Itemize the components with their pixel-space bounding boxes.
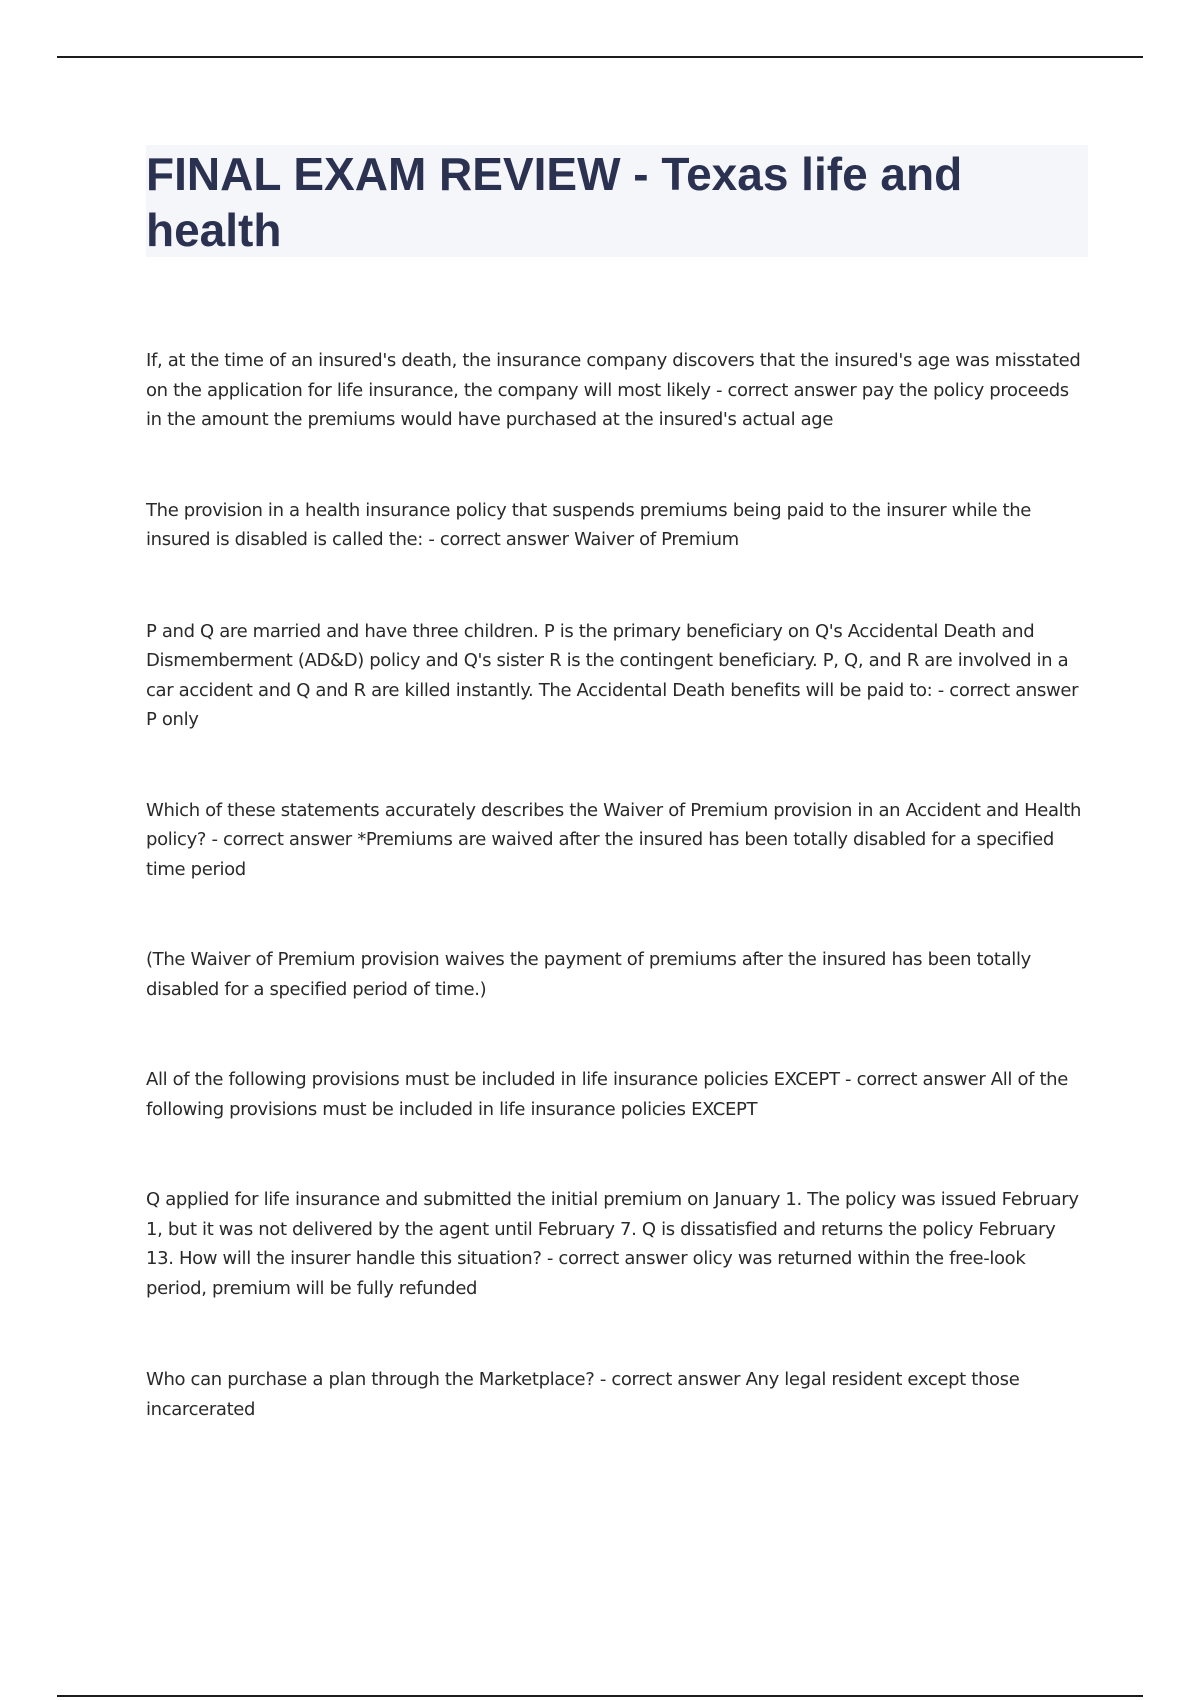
qa-entry: All of the following provisions must be included in life insurance policies EXCEPT - correct answer All of the following provisions must be included in life insurance policies EXCEPT	[146, 1069, 1068, 1120]
top-rule	[57, 56, 1143, 58]
qa-entry: Which of these statements accurately describes the Waiver of Premium provision in an Accident and Health policy? - correct answer *Premiums are waived after the insured has been totally disabled for a specified time period	[146, 799, 1082, 880]
page-title: FINAL EXAM REVIEW - Texas life and health	[146, 148, 963, 256]
title-banner	[146, 145, 1088, 257]
qa-entry: The provision in a health insurance policy that suspends premiums being paid to the insurer while the insured is disabled is called the: - correct answer Waiver of Premium	[146, 499, 1032, 550]
qa-entry: Who can purchase a plan through the Marketplace? - correct answer Any legal resident except those incarcerated	[146, 1369, 1020, 1420]
qa-entry: P and Q are married and have three children. P is the primary beneficiary on Q's Accidental Death and Dismemberment (AD&D) policy and Q's sister R is the contingent beneficiary. P, Q, and R are involved in a car accident and Q and R are killed instantly. The Accidental Death benefits will be paid to: - correct answer P only	[146, 620, 1079, 730]
qa-entry: Q applied for life insurance and submitted the initial premium on January 1. The policy was issued February 1, but it was not delivered by the agent until February 7. Q is dissatisfied and returns the policy February 13. How will the insurer handle this situation? - correct answer olicy was returned within the free-look period, premium will be fully refunded	[146, 1189, 1079, 1299]
qa-entry: If, at the time of an insured's death, the insurance company discovers that the insured's age was misstated on the application for life insurance, the company will most likely - correct answer pay the policy proceeds in the amount the premiums would have purchased at the insured's actual age	[146, 350, 1081, 430]
qa-entry: (The Waiver of Premium provision waives the payment of premiums after the insured has been totally disabled for a specified period of time.)	[146, 949, 1031, 1000]
qa-list	[146, 346, 1086, 1424]
bottom-rule	[57, 1695, 1143, 1697]
